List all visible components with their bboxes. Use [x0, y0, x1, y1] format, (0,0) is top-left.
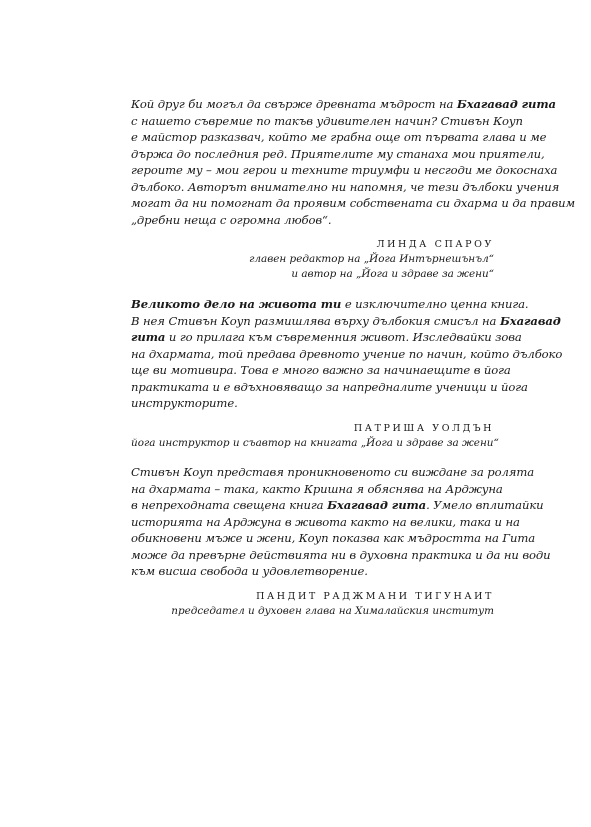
book-title: Бхагавад гита	[327, 498, 427, 512]
quote-line	[131, 514, 520, 531]
quote-text: могат да ни помогнат да проявим собствената си дхарма и да правим	[131, 196, 575, 210]
book-title: Великото дело на живота ти	[131, 297, 342, 311]
quote-line	[131, 563, 494, 580]
quote-line	[131, 481, 503, 498]
quote-line	[131, 346, 563, 363]
endorsement-quote	[131, 296, 563, 412]
endorsement-quote	[131, 96, 575, 228]
role-line: йога инструктор и съавтор на книгата „Йога и здраве за жени“	[131, 436, 499, 449]
quote-text: е майстор разказвач, който ме грабна още от първата глава и ме	[131, 130, 547, 144]
book-title: гита	[131, 330, 166, 344]
role-line: главен редактор на „Йога Интърнешънъл“	[249, 253, 494, 265]
role-line: и автор на „Йога и здраве за жени“	[291, 268, 494, 280]
quote-text: „дребни неща с огромна любов“.	[131, 212, 332, 227]
book-title: Бхагавад	[499, 313, 561, 328]
quote-text: В нея Стивън Коуп размишлява върху дълбокия смисъл на	[131, 313, 500, 328]
quote-text: инструкторите.	[131, 396, 238, 410]
quote-text: държа до последния ред. Приятелите му станаха мои приятели,	[131, 146, 545, 161]
quote-line	[131, 329, 522, 346]
quote-text: Стивън Коуп представя проникновеното си виждане за ролята	[131, 465, 535, 479]
quote-text: героите му – мои герои и техните триумфи и несгоди ме докоснаха	[131, 163, 558, 177]
endorsement-author: ПАТРИША УОЛДЪН	[353, 422, 494, 434]
quote-line	[131, 96, 556, 113]
quote-line	[131, 464, 535, 481]
quote-text: е изключително ценна книга.	[341, 297, 529, 311]
endorsement-author-role	[131, 436, 499, 451]
quote-text: и го прилага към съвременния живот. Изследвайки зова	[165, 330, 522, 344]
quote-line	[131, 212, 494, 229]
book-title: Бхагавад гита	[456, 97, 556, 111]
endorsement-author: ЛИНДА СПАРОУ	[376, 239, 494, 250]
endorsement-1	[131, 96, 575, 282]
quote-line	[131, 497, 544, 514]
quote-text: обикновени мъже и жени, Коуп показва как мъдростта на Гита	[131, 531, 536, 545]
quote-text: с нашето съвремие по такъв удивителен начин? Стивън Коуп	[131, 113, 523, 128]
quote-line	[131, 313, 561, 330]
quote-line	[131, 179, 560, 196]
quote-line	[131, 195, 575, 212]
quote-line	[131, 146, 545, 163]
quote-line	[131, 162, 558, 179]
endorsement-author: ПАНДИТ РАДЖМАНИ ТИГУНАИТ	[256, 590, 494, 602]
quote-line	[131, 395, 494, 412]
quote-line	[131, 362, 511, 379]
quote-line	[131, 530, 536, 547]
quote-line	[131, 547, 551, 564]
endorsement-quote	[131, 464, 551, 580]
endorsement-3	[131, 464, 551, 619]
quote-text: в непреходната свещена книга	[131, 498, 328, 512]
quote-text: историята на Арджуна в живота както на велики, така и на	[131, 514, 520, 529]
quote-line	[131, 113, 523, 130]
quote-text: ще ви мотивира. Това е много важно за начинаещите в йога	[131, 363, 511, 377]
quote-line	[131, 129, 547, 146]
endorsement-author-role	[131, 604, 494, 619]
role-line: председател и духовен глава на Хималайския институт	[171, 604, 494, 617]
quote-line	[131, 296, 529, 313]
endorsement-2	[131, 296, 563, 451]
quote-text: дълбоко. Авторът внимателно ни напомня, че тези дълбоки учения	[131, 179, 560, 194]
endorsement-author-role	[131, 252, 494, 282]
quote-text: към висша свобода и удовлетворение.	[131, 564, 368, 578]
quote-text: може да превърне действията ни в духовна практика и да ни води	[131, 547, 551, 562]
quote-text: Кой друг би могъл да свърже древната мъдрост на	[131, 97, 457, 111]
quote-line	[131, 379, 528, 396]
quote-text: . Умело вплитайки	[426, 498, 544, 512]
quote-text: практиката и е вдъхновяващо за напредналите ученици и йога	[131, 379, 528, 394]
quote-text: на дхармата, той предава древното учение по начин, който дълбоко	[131, 346, 563, 361]
quote-text: на дхармата – така, както Кришна я обяснява на Арджуна	[131, 481, 503, 496]
